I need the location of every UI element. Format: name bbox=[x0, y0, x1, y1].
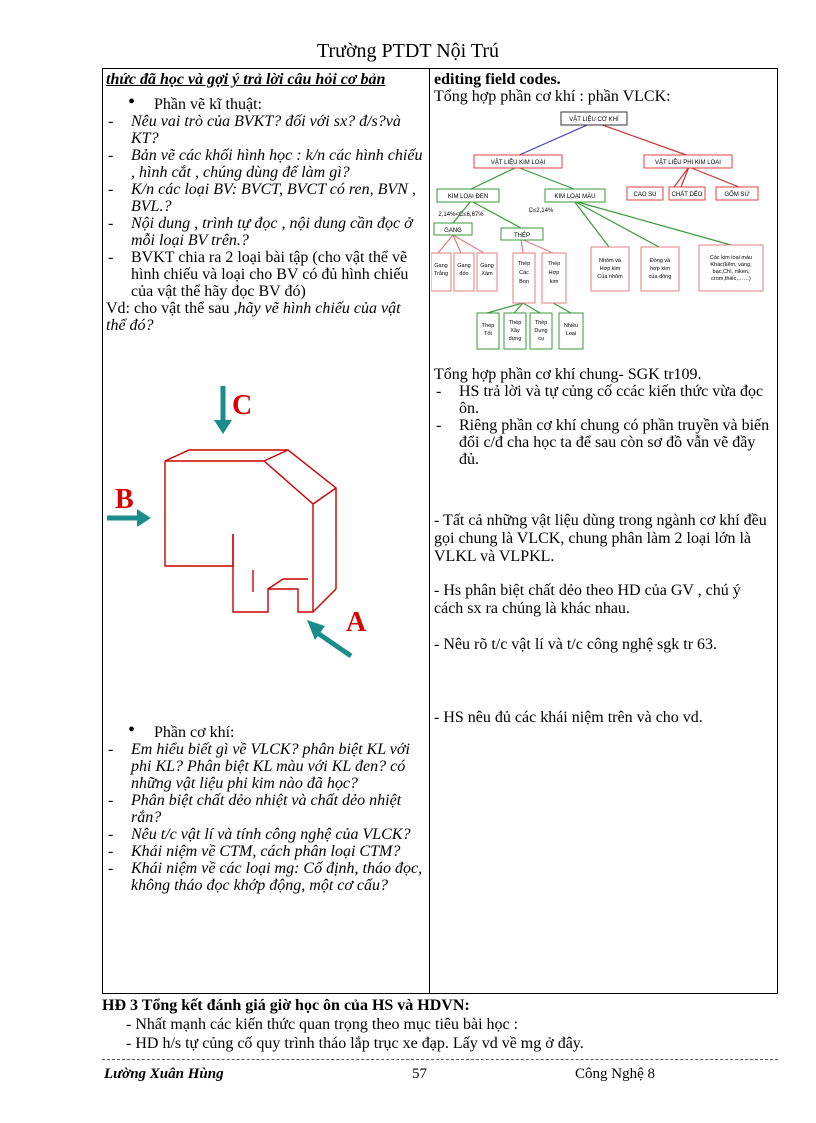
part2-item: - Khái niệm về CTM, cách phân loại CTM? bbox=[106, 843, 424, 860]
label-line: bạc,Chì, niken, bbox=[712, 269, 750, 275]
hd3-item: - Nhất mạnh các kiến thức quan trọng theo mục tiêu bài học : bbox=[126, 1016, 519, 1033]
summary-item: - Riêng phần cơ khí chung có phần truyền và biến đổi c/đ cha học ta để sau còn sơ đồ vẫn vẽ đầy đủ. bbox=[434, 417, 774, 468]
example-text: Vd: cho vật thể sau , bbox=[106, 300, 238, 317]
isometric-drawing bbox=[103, 384, 429, 664]
label-root: VẬT LIỆU CƠ KHÍ bbox=[569, 117, 619, 123]
block-shape bbox=[165, 450, 336, 612]
label-line: Xây bbox=[510, 328, 520, 334]
label-line: Thép bbox=[547, 261, 561, 267]
label-line: kim bbox=[549, 279, 559, 285]
hd3-item: - HD h/s tự củng cố quy trình tháo lắp trục xe đạp. Lấy vd về mg ở đây. bbox=[126, 1035, 584, 1052]
arrow-c-head bbox=[214, 420, 232, 434]
label-steel: THÉP bbox=[513, 233, 531, 239]
part1-item: - BVKT chia ra 2 loại bài tập (cho vật thể vẽ hình chiếu và loại cho BV có đủ hình chiếu của vật thể hãy đọc BV đó) bbox=[106, 249, 424, 300]
label-ceramic: GỐM SỨ bbox=[724, 192, 750, 198]
label-line: dựng bbox=[508, 336, 522, 342]
label-line: Thép bbox=[481, 323, 495, 329]
label-line: Nhôm và bbox=[598, 258, 622, 264]
label-line: Bon bbox=[519, 279, 529, 285]
label-line: đỏo bbox=[459, 271, 469, 277]
label-rubber: CAO SU bbox=[633, 192, 657, 198]
label-nonferrous: KIM LOẠI MÀU bbox=[554, 194, 596, 200]
label-line: Thép bbox=[508, 320, 522, 326]
label-line: Hợp bbox=[548, 270, 560, 276]
part1-item: - Nêu vai trò của BVKT? đối với sx? đ/s?và KT? bbox=[106, 113, 424, 147]
label-line: Các kim loại màu bbox=[709, 255, 753, 261]
label-aluminium bbox=[597, 258, 623, 280]
label-nonmetal: VẬT LIỆU PHI KIM LOẠI bbox=[655, 160, 721, 166]
note-3: - Nêu rõ t/c vật lí và t/c công nghệ sgk tr 63. bbox=[434, 636, 718, 653]
footer-author: Lường Xuân Hùng bbox=[104, 1066, 224, 1082]
part1-title: • Phần vẽ kĩ thuật: bbox=[106, 96, 424, 113]
part1-item: - Nội dung , trình tự đọc , nội dung cần đọc ở mỗi loại BV trên.? bbox=[106, 215, 424, 249]
label-others bbox=[710, 255, 752, 282]
part2-title: • Phần cơ khí: bbox=[106, 724, 424, 741]
content-table bbox=[102, 68, 778, 994]
label-line: hợp kim bbox=[650, 266, 670, 272]
label-line: Thép bbox=[517, 261, 531, 267]
label-b: B bbox=[115, 484, 134, 515]
summary-item: - HS trả lời và tự củng cố ccác kiến thức vừa đọc ôn. bbox=[434, 383, 774, 417]
label-line: Trắng bbox=[433, 271, 449, 277]
right-summary bbox=[434, 366, 774, 468]
label-line: Gang bbox=[480, 263, 494, 269]
label-carbon-steel bbox=[518, 261, 531, 285]
right-intro: Tổng hợp phần cơ khí : phần VLCK: bbox=[434, 88, 671, 105]
part2-item: - Em hiểu biết gì về VLCK? phân biệt KL với phi KL? Phân biệt KL màu với KL đen? có những vật liệu phi kim nào đã học? bbox=[106, 741, 424, 792]
part2-item: - Khái niệm về các loại mg: Cố định, tháo đọc, không tháo đọc khớp động, một cơ cấu? bbox=[106, 860, 424, 894]
left-heading: thức đã học và gợi ý trả lời câu hỏi cơ bản bbox=[106, 71, 386, 88]
left-part2 bbox=[106, 724, 424, 894]
label-metal: VẬT LIỆU KIM LOẠI bbox=[490, 160, 546, 166]
part2-item: - Nêu t/c vật lí và tính công nghệ của VLCK? bbox=[106, 826, 424, 843]
label-line: Gang bbox=[434, 263, 448, 269]
label-ferrous: KIM LOẠI ĐEN bbox=[447, 194, 489, 200]
label-line: Tốt bbox=[484, 331, 492, 337]
note-4: - HS nêu đủ các khái niệm trên và cho vd. bbox=[434, 709, 703, 726]
part1-item: - K/n các loại BV: BVCT, BVCT có ren, BVN , BVL.? bbox=[106, 181, 424, 215]
part1-item: - Bản vẽ các khối hình học : k/n các hình chiếu , hình cắt , chúng dùng để làm gì? bbox=[106, 147, 424, 181]
right-column bbox=[434, 71, 774, 105]
label-line: Khác(kẽm, vàng, bbox=[710, 262, 752, 268]
left-column bbox=[106, 71, 424, 334]
summary-title: Tổng hợp phần cơ khí chung- SGK tr109. bbox=[434, 366, 702, 383]
label-line: Của nhôm bbox=[597, 274, 623, 280]
example-line bbox=[106, 300, 424, 334]
label-c: C bbox=[232, 390, 253, 421]
label-line: Thép bbox=[534, 320, 548, 326]
hd3-title: HĐ 3 Tổng kết đánh giá giờ học ôn của HS và HDVN: bbox=[102, 997, 470, 1014]
label-steel-note: C≤2,14% bbox=[528, 208, 554, 214]
node-others bbox=[699, 245, 763, 291]
label-line: Dụng bbox=[534, 328, 548, 334]
right-heading: editing field codes. bbox=[434, 71, 561, 88]
label-line: Nhiều bbox=[563, 323, 579, 329]
materials-tree-diagram bbox=[431, 107, 777, 357]
arrow-b-head bbox=[137, 509, 151, 527]
label-line: Đồng và bbox=[649, 258, 671, 264]
note-2: - Hs phân biệt chất dẻo theo HD của GV , chú ý cách sx ra chúng là khác nhau. bbox=[434, 582, 741, 617]
label-line: crom,thiếc,……) bbox=[711, 276, 751, 282]
label-line: của đồng bbox=[648, 274, 672, 280]
footer-page-number: 57 bbox=[412, 1066, 427, 1082]
label-cast-iron: GANG bbox=[444, 228, 462, 234]
page-header: Trường PTDT Nội Trú bbox=[316, 40, 500, 62]
part2-item: - Phân biệt chất dẻo nhiệt và chất dẻo nhiệt rắn? bbox=[106, 792, 424, 826]
label-line: Xám bbox=[481, 271, 493, 277]
footer-subject: Công Nghệ 8 bbox=[575, 1066, 655, 1082]
footer-divider bbox=[102, 1059, 778, 1060]
example-italic: hãy vẽ hình chiếu của vật thể đó? bbox=[106, 300, 401, 334]
label-ferrous-note: 2,14%<C≤6,67% bbox=[438, 212, 484, 218]
label-plastic: CHẤT DẺO bbox=[671, 192, 703, 198]
label-line: Gang bbox=[457, 263, 471, 269]
label-line: Loại bbox=[565, 331, 577, 337]
hd3-section bbox=[102, 996, 778, 1053]
column-divider bbox=[429, 69, 430, 993]
label-struct-steel bbox=[509, 320, 522, 342]
label-line: cụ bbox=[538, 336, 544, 342]
label-copper bbox=[649, 258, 672, 280]
label-a: A bbox=[346, 607, 367, 638]
label-line: Hợp kim bbox=[599, 266, 621, 272]
note-1: - Tất cả những vật liệu dùng trong ngành cơ khí đều gọi chung là VLCK, chung phân làm 2 loại lớn là VLKL và VLPKL. bbox=[434, 512, 767, 565]
label-line: Các bbox=[519, 270, 529, 276]
